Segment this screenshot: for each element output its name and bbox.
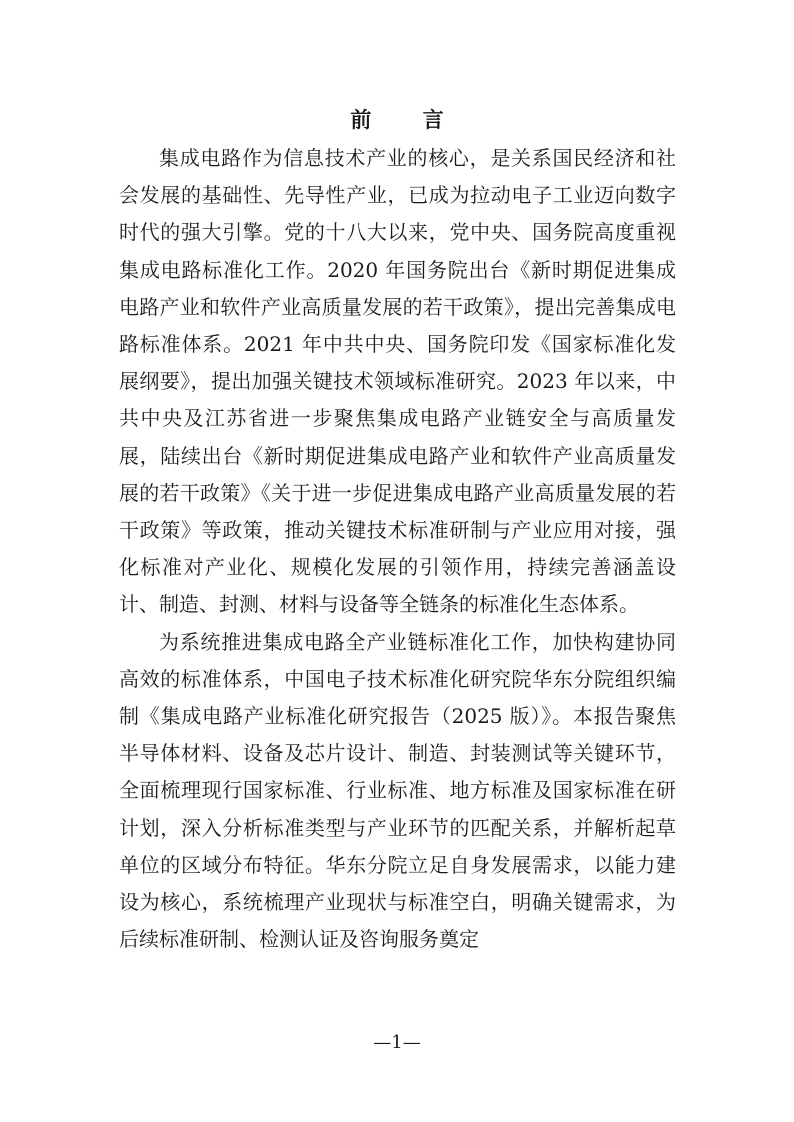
- page-number: —1—: [373, 1032, 421, 1053]
- page-title: 前 言: [350, 107, 466, 132]
- paragraph-2: 为系统推进集成电路全产业链标准化工作，加快构建协同高效的标准体系，中国电子技术标准化研究院华东分院组织编制《集成电路产业标准化研究报告（2025 版）》。本报告聚焦半导体材料、设备及芯片设计、制造、封装测试等关键环节，全面梳理现行国家标准、行业标准、地方标准及国家标准在研计划，深入分析标准类型与产业环节的匹配关系，并解析起草单位的区域分布特征。华东分院立足自身发展需求，以能力建设为核心，系统梳理产业现状与标准空白，明确关键需求，为后续标准研制、检测认证及咨询服务奠定: [119, 629, 676, 952]
- body-text: [119, 140, 676, 958]
- paragraph-1: 集成电路作为信息技术产业的核心，是关系国民经济和社会发展的基础性、先导性产业，已成为拉动电子工业迈向数字时代的强大引擎。党的十八大以来，党中央、国务院高度重视集成电路标准化工作。2020 年国务院出台《新时期促进集成电路产业和软件产业高质量发展的若干政策》，提出完善集成电路标准体系。2021 年中共中央、国务院印发《国家标准化发展纲要》，提出加强关键技术领域标准研究。2023 年以来，中共中央及江苏省进一步聚焦集成电路产业链安全与高质量发展，陆续出台《新时期促进集成电路产业和软件产业高质量发展的若干政策》《关于进一步促进集成电路产业高质量发展的若干政策》等政策，推动关键技术标准研制与产业应用对接，强化标准对产业化、规模化发展的引领作用，持续完善涵盖设计、制造、封测、材料与设备等全链条的标准化生态体系。: [119, 146, 676, 617]
